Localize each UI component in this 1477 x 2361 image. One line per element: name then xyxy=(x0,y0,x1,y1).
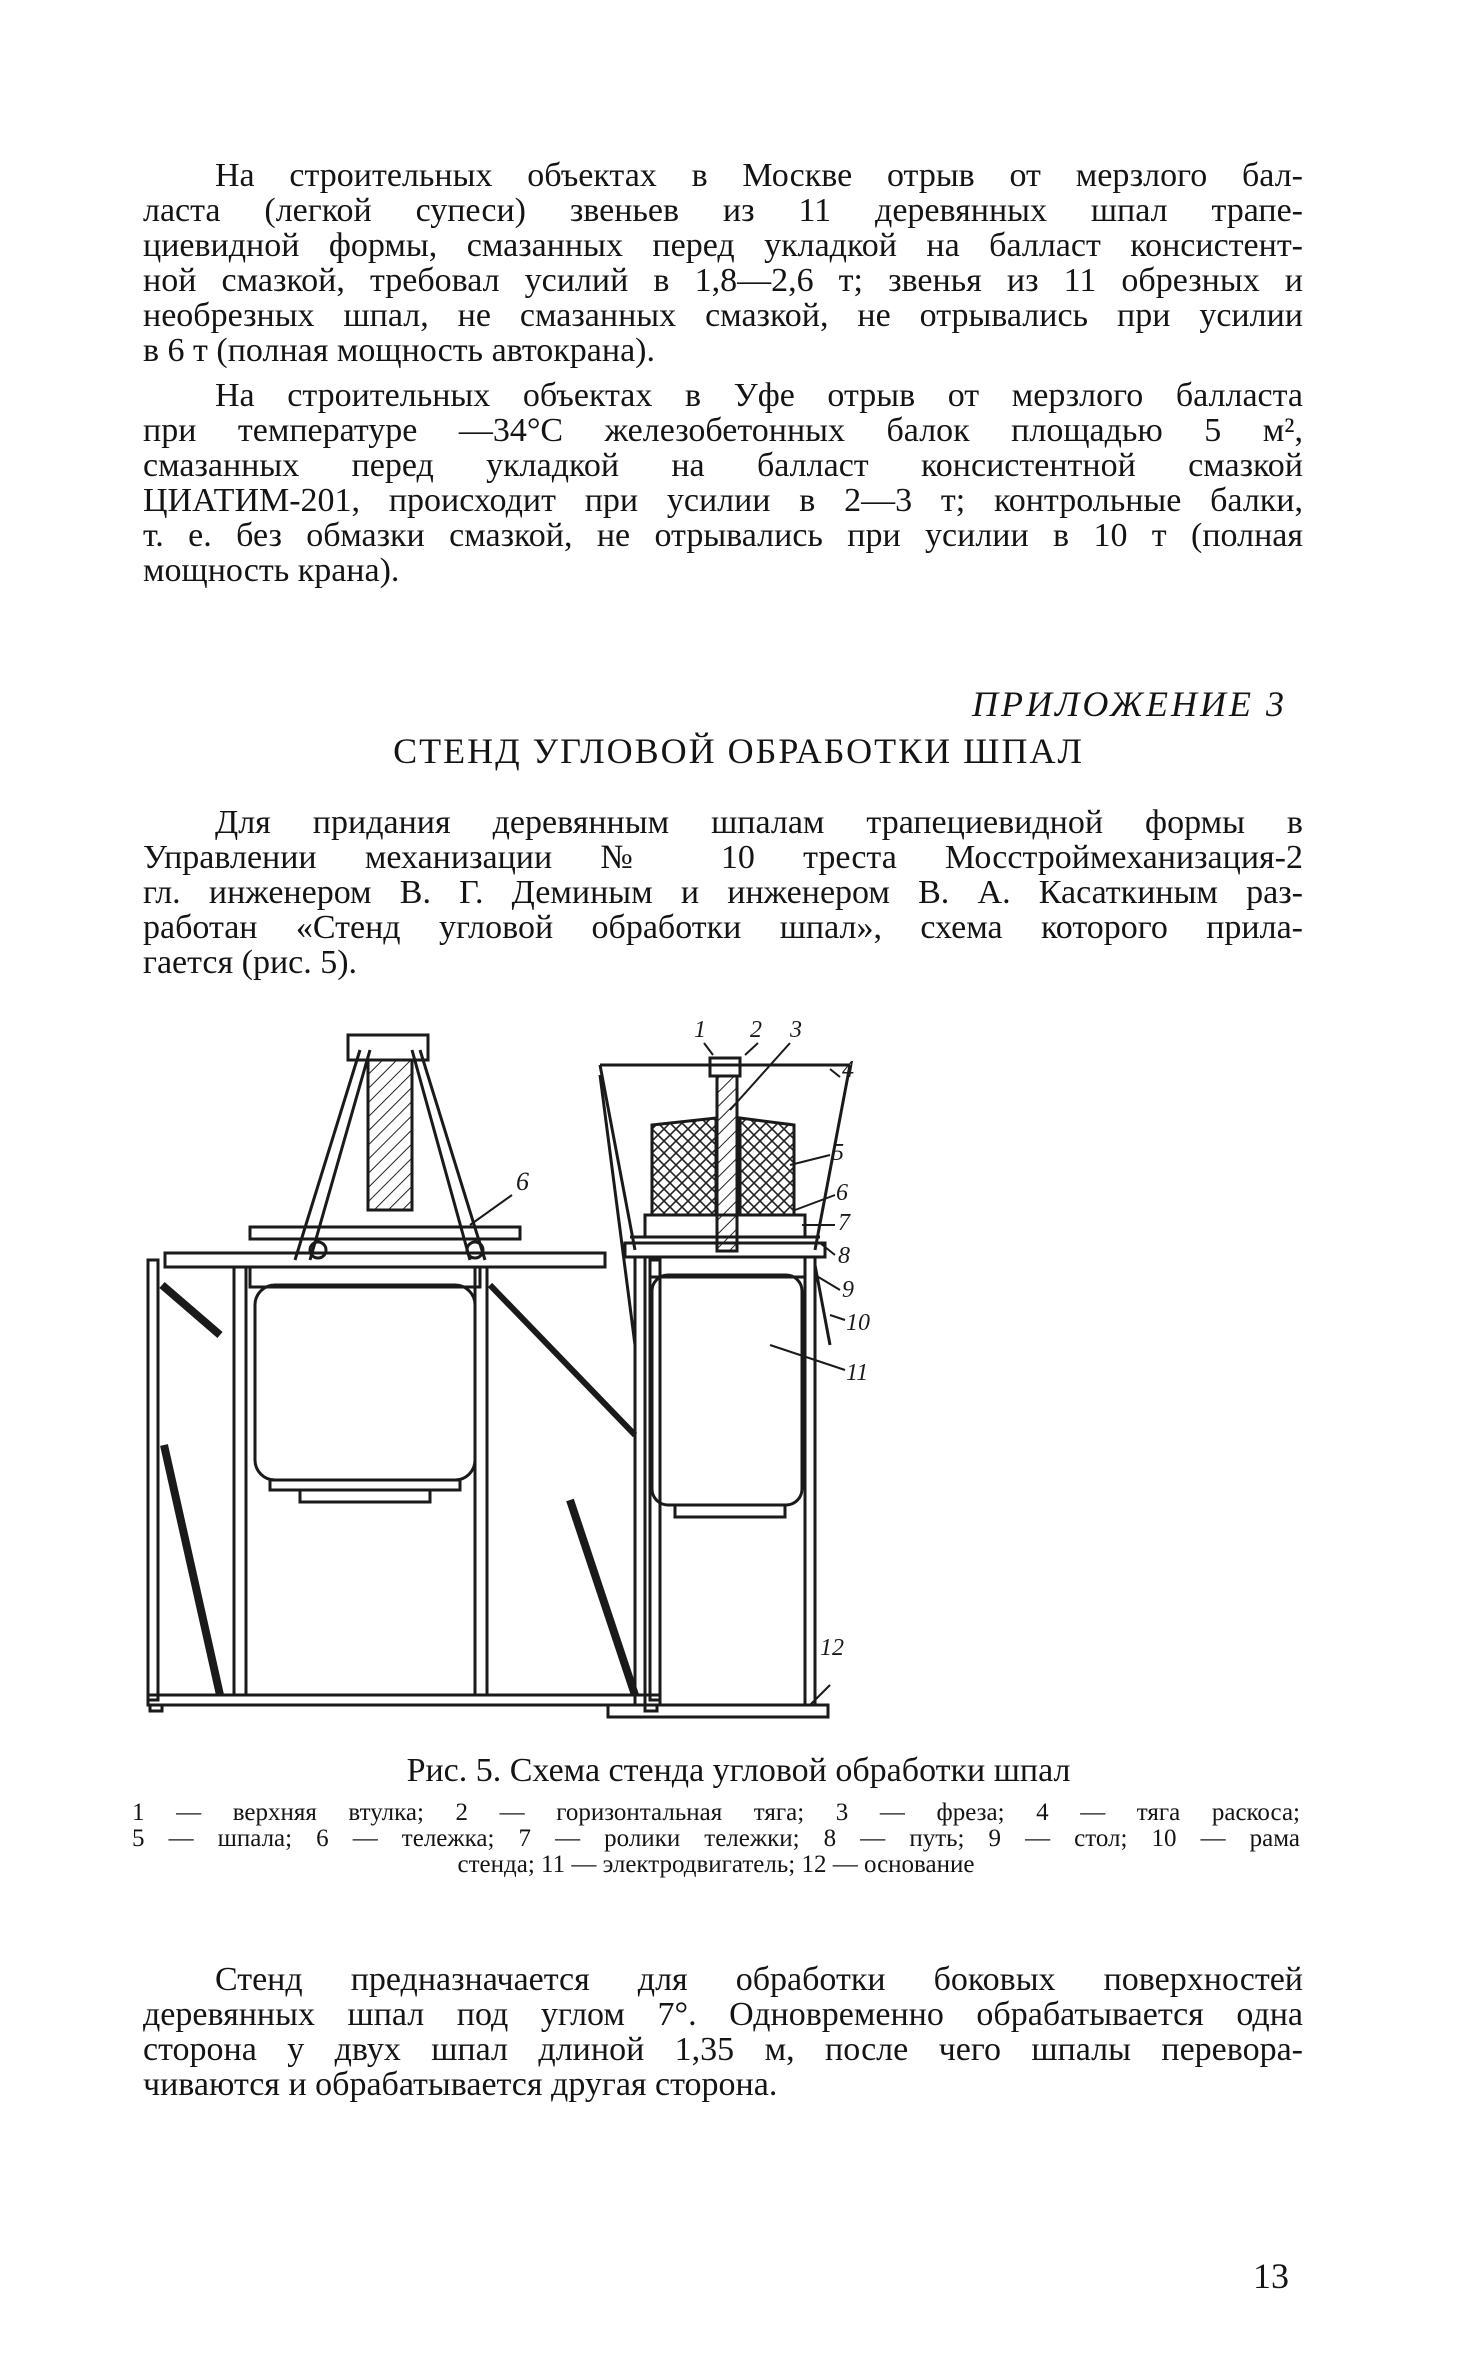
figure-legend xyxy=(132,1800,1300,1878)
text-line: На строительных объектах в Москве отрыв от мерзлого бал- xyxy=(215,157,1303,194)
callout-12: 12 xyxy=(820,1635,844,1661)
figure-caption: Рис. 5. Схема стенда угловой обработки шпал xyxy=(406,1752,1071,1789)
left-view xyxy=(148,1035,660,1711)
text-line: в 6 т (полная мощность автокрана). xyxy=(143,332,655,369)
page-number: 13 xyxy=(1253,2256,1289,2296)
callout-6-left: 6 xyxy=(516,1167,529,1196)
text-line: работан «Стенд угловой обработки шпал», схема которого прила- xyxy=(143,909,1303,946)
callout-10: 10 xyxy=(846,1310,870,1336)
text-line: мощность крана). xyxy=(143,552,400,589)
text-line: Управлении механизации № 10 треста Мосстроймеханизация-2 xyxy=(143,839,1303,876)
text-line: деревянных шпал под углом 7°. Одновременно обрабатывается одна xyxy=(143,1996,1303,2033)
callout-9: 9 xyxy=(842,1277,854,1303)
callout-4: 4 xyxy=(842,1057,854,1083)
callout-6: 6 xyxy=(836,1180,848,1206)
callout-8: 8 xyxy=(838,1243,850,1269)
paragraph-intro xyxy=(143,805,1303,980)
legend-line: 1 — верхняя втулка; 2 — горизонтальная тяга; 3 — фреза; 4 — тяга раскоса; xyxy=(132,1799,1300,1826)
sleeper-left xyxy=(652,1118,716,1215)
figure-5 xyxy=(130,1015,1320,1735)
sleeper-right xyxy=(740,1118,794,1215)
base-right xyxy=(608,1705,828,1717)
text-line: ЦИАТИМ-201, происходит при усилии в 2—3 т; контрольные балки, xyxy=(143,482,1303,519)
top-bushing xyxy=(348,1035,428,1060)
paragraph-ufa xyxy=(143,378,1303,588)
callout-2: 2 xyxy=(750,1017,762,1043)
right-view xyxy=(600,1043,850,1717)
text-line: ласта (легкой супеси) звеньев из 11 деревянных шпал трапе- xyxy=(143,192,1303,229)
stand-diagram xyxy=(130,1015,1320,1735)
motor-right xyxy=(652,1275,802,1505)
text-line: чиваются и обрабатывается другая сторона. xyxy=(143,2066,778,2103)
paragraph-purpose xyxy=(143,1962,1303,2102)
callout-1: 1 xyxy=(694,1017,706,1043)
top-bushing-right xyxy=(710,1058,740,1076)
table-top xyxy=(165,1253,605,1267)
text-line: гл. инженером В. Г. Деминым и инженером В. А. Касаткиным раз- xyxy=(143,874,1303,911)
text-line: при температуре —34°С железобетонных балок площадью 5 м², xyxy=(143,412,1303,449)
legend-line: 5 — шпала; 6 — тележка; 7 — ролики тележки; 8 — путь; 9 — стол; 10 — рама xyxy=(132,1825,1300,1852)
text-line: т. е. без обмазки смазкой, не отрывались при усилии в 10 т (полная xyxy=(143,517,1303,554)
frame-base xyxy=(148,1695,660,1705)
text-line: Стенд предназначается для обработки боковых поверхностей xyxy=(215,1961,1303,1998)
cutter-right xyxy=(717,1076,737,1251)
appendix-label: ПРИЛОЖЕНИЕ 3 xyxy=(972,684,1287,724)
text-line: Для придания деревянным шпалам трапециевидной формы в xyxy=(215,804,1303,841)
text-line: На строительных объектах в Уфе отрыв от мерзлого балласта xyxy=(215,377,1303,414)
text-line: ной смазкой, требовал усилий в 1,8—2,6 т; звенья из 11 обрезных и xyxy=(143,262,1303,299)
legend-line: стенда; 11 — электродвигатель; 12 — основание xyxy=(457,1851,975,1878)
frame-post-left xyxy=(148,1260,158,1700)
callout-3: 3 xyxy=(790,1017,802,1043)
callout-5: 5 xyxy=(832,1140,844,1166)
text-line: сторона у двух шпал длиной 1,35 м, после чего шпалы перевора- xyxy=(143,2031,1303,2068)
text-line: необрезных шпал, не смазанных смазкой, не отрывались при усилии xyxy=(143,297,1303,334)
cutter xyxy=(368,1060,412,1210)
callout-7: 7 xyxy=(838,1210,850,1236)
motor xyxy=(255,1285,475,1480)
callout-11: 11 xyxy=(846,1360,869,1386)
text-line: смазанных перед укладкой на балласт консистентной смазкой xyxy=(143,447,1303,484)
appendix-title: СТЕНД УГЛОВОЙ ОБРАБОТКИ ШПАЛ xyxy=(393,731,1084,771)
text-line: гается (рис. 5). xyxy=(143,944,358,981)
paragraph-moscow xyxy=(143,158,1303,368)
text-line: циевидной формы, смазанных перед укладкой на балласт консистент- xyxy=(143,227,1303,264)
